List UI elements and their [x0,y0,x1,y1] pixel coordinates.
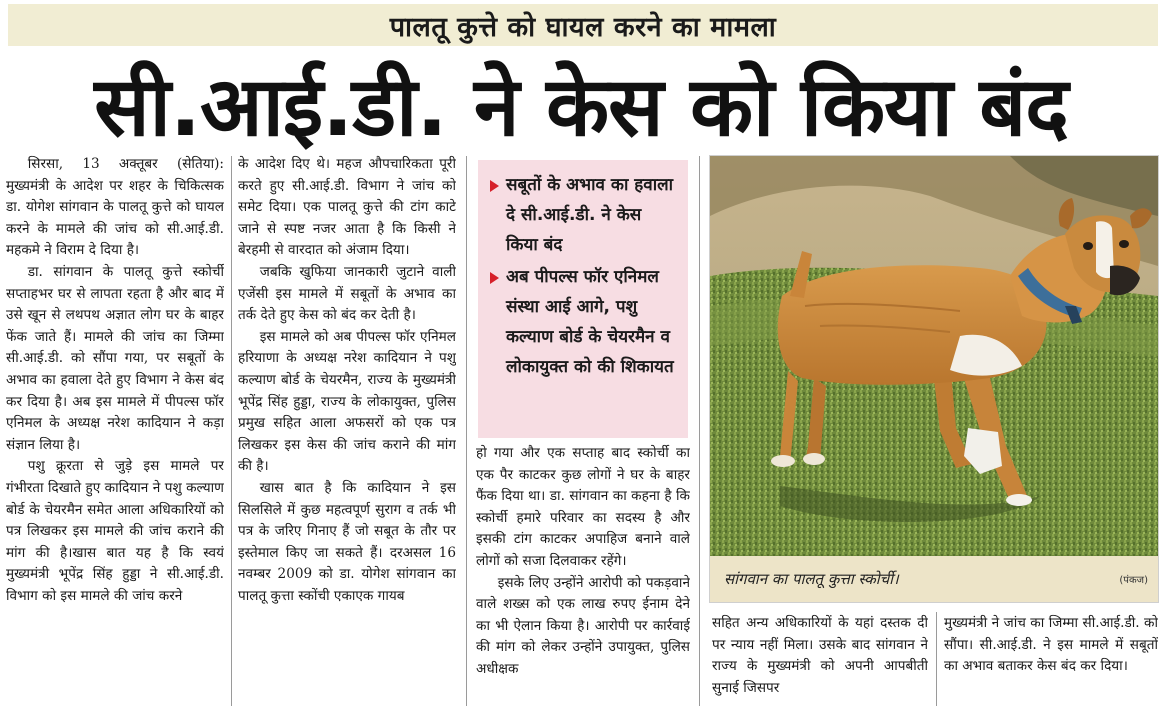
paragraph: इस मामले को अब पीपल्स फॉर एनिमल हरियाणा के अध्यक्ष नरेश कादियान ने पशु कल्याण बोर्ड के चेयरमैन, राज्य के मुख्यमंत्री भूपेंद्र सिंह हुड्डा, राज्य के लोकायुक्त, पुलिस प्रमुख सहित आला अफसरों को एक पत्र लिखकर इस केस की जांच कराने की मांग की है। [238,328,456,475]
article-column-1 [6,154,224,708]
triangle-bullet-icon [490,180,499,192]
article-column-3 [476,443,690,708]
highlight-item [490,170,678,260]
paragraph: हो गया और एक सप्ताह बाद स्कोर्ची का एक पैर काटकर कुछ लोगों ने घर के बाहर फैंक दिया था। डा. सांगवान का कहना है कि स्कोर्ची हमारे परिवार का सदस्य है और इसकी टांग काटकर अपाहिज बनाने वाले लोगों को सजा दिलवाकर रहेंगे। [476,445,690,569]
kicker-strap: पालतू कुत्ते को घायल करने का मामला [8,4,1158,46]
paragraph: खास बात है कि कादियान ने इस सिलसिले में कुछ महत्वपूर्ण सुराग व तर्क भी पत्र के जरिए गिनाए हैं जो सबूत के तौर पर इस्तेमाल किए जा सकते हैं। दरअसल 16 नवम्बर 2009 को डा. योगेश सांगवान का पालतू कुत्ता स्कोंची एकाएक गायब [238,479,456,604]
photo-caption [710,556,1158,602]
photo-frame [709,155,1159,603]
paragraph: सिरसा, 13 अक्तूबर (सेतिया): मुख्यमंत्री के आदेश पर शहर के चिकित्सक डा. योगेश सांगवान के पालतू कुत्ते को घायल करने के मामले की जांच को सी.आई.डी. महकमे ने विराम दे दिया है। [6,156,224,259]
dog-photo [710,156,1158,556]
column-divider [466,156,467,706]
paragraph: पशु क्रूरता से जुड़े इस मामले पर गंभीरता दिखाते हुए कादियान ने पशु कल्याण बोर्ड के चेयरमैन समेत आला अधिकारियों को पत्र लिखकर इस मामले की जांच कराने की मांग की है।खास बात यह है कि स्वयं मुख्यमंत्री भूपेंद्र सिंह हुड्डा ने सी.आई.डी. विभाग को इस मामले की जांच करने [6,458,224,604]
column-divider [699,156,700,706]
highlight-box [478,160,688,438]
paragraph: मुख्यमंत्री ने जांच का जिम्मा सी.आई.डी. को सौंपा। सी.आई.डी. ने इस मामले में सबूतों का अभाव बताकर केस बंद कर दिया। [944,615,1158,675]
paragraph: डा. सांगवान के पालतू कुत्ते स्कोर्ची सप्ताहभर घर से लापता रहता है और बाद में उसे खून से लथपथ अज्ञात लोग घर के बाहर फेंक जाते हैं। मामले की जांच का जिम्मा सी.आई.डी. को सौंपा गया, पर सबूतों के अभाव का हवाला देते हुए विभाग ने केस बंद कर दिया है। अब इस मामले में पीपल्स फॉर एनिमल के अध्यक्ष नरेश कादियान ने कड़ा संज्ञान लिया है। [6,263,224,453]
photo-credit: (पंकज) [1119,575,1148,586]
paragraph: सहित अन्य अधिकारियों के यहां दस्तक दी पर न्याय नहीं मिला। उसके बाद सांगवान ने राज्य के मुख्यमंत्री को अपनी आपबीती सुनाई जिसपर [712,615,928,696]
paragraph: के आदेश दिए थे। महज औपचारिकता पूरी करते हुए सी.आई.डी. विभाग ने जांच को समेट दिया। एक पालतू कुत्ते की टांग काटे जाने से स्पष्ट नजर आता है कि किसी ने बेरहमी से वारदात को अंजाम दिया। [238,156,456,259]
paragraph: जबकि खुफिया जानकारी जुटाने वाली एजेंसी इस मामले में सबूतों के अभाव का तर्क देते हुए केस को बंद कर देती है। [238,263,456,324]
article-column-4 [712,613,928,708]
highlight-item [490,262,678,382]
article-column-2 [238,154,456,708]
headline: सी.आई.डी. ने केस को किया बंद [94,60,1068,155]
article-column-5 [944,613,1158,708]
highlight-text: अब पीपल्स फॉर एनिमल संस्था आई आगे, पशु कल्याण बोर्ड के चेयरमैन व लोकायुक्त को की शिकायत [506,267,674,377]
paragraph: इसके लिए उन्होंने आरोपी को पकड़वाने वाले शख्स को एक लाख रुपए ईनाम देने का भी ऐलान किया है। आरोपी पर कार्रवाई की मांग को लेकर उन्होंने उपायुक्त, पुलिस अधीक्षक [476,574,690,677]
highlight-text: सबूतों के अभाव का हवाला दे सी.आई.डी. ने केस किया बंद [506,175,674,255]
caption-text: सांगवान का पालतू कुत्ता स्कोर्ची। [724,570,899,588]
triangle-bullet-icon [490,272,499,284]
column-divider [936,612,937,706]
column-divider [231,156,232,706]
